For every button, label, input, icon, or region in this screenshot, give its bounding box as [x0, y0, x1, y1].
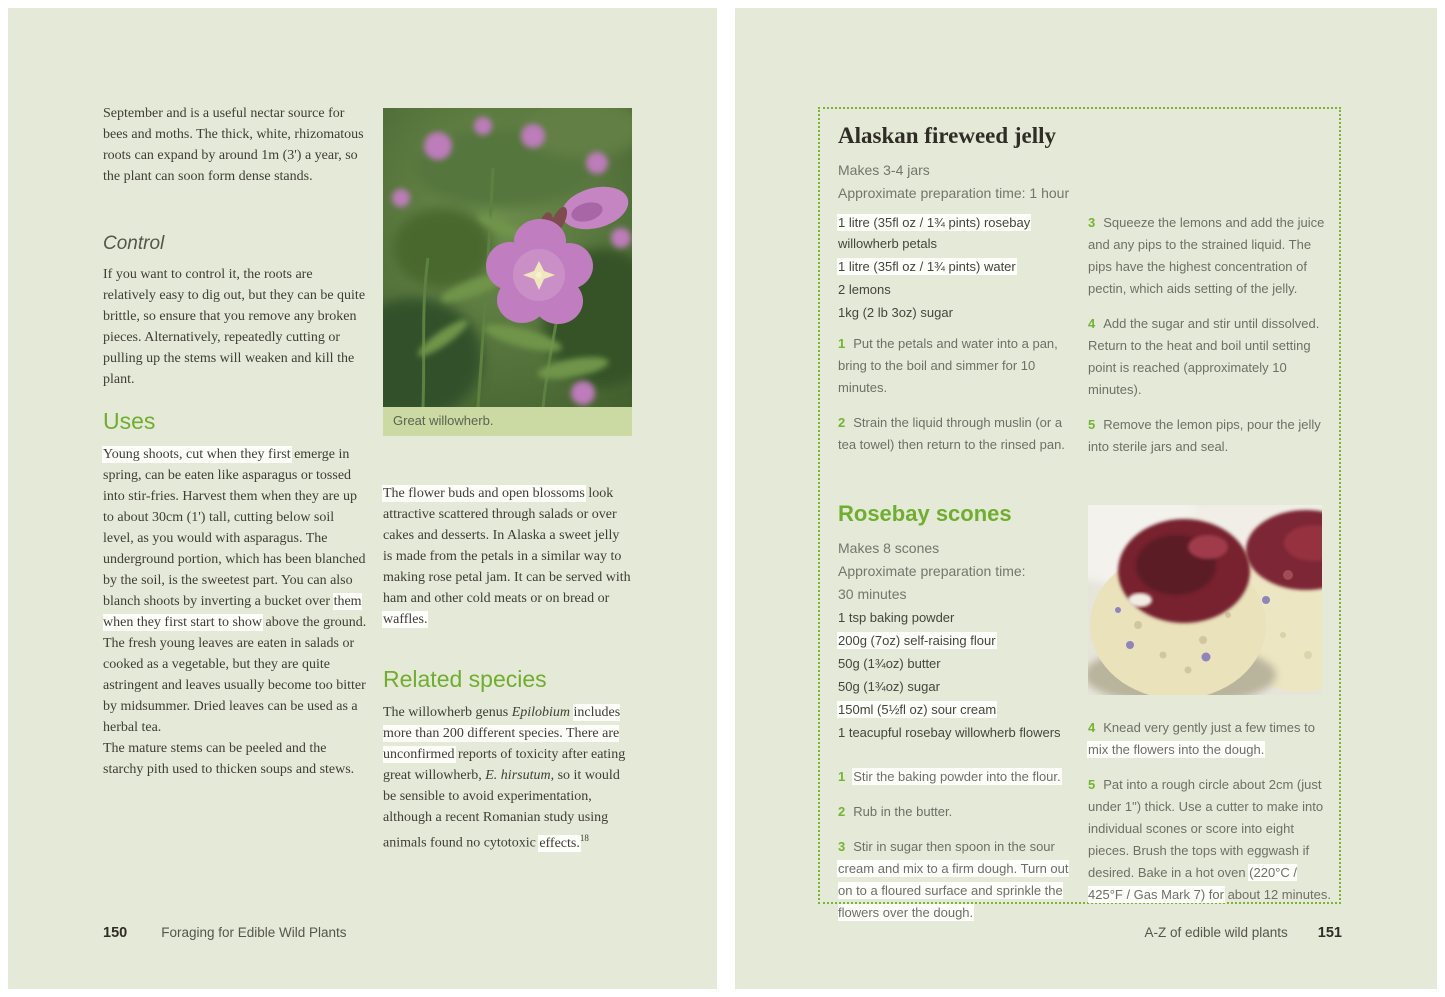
step-number: 4 [1088, 316, 1096, 331]
ingredient: 1 teacupful rosebay willowherb flowers [838, 725, 1061, 740]
ingredient: 1 litre (35fl oz / 1¾ pints) water [838, 259, 1016, 274]
step-number: 5 [1088, 777, 1096, 792]
ingredient: 50g (1¾oz) sugar [838, 679, 940, 694]
step-number: 5 [1088, 417, 1096, 432]
step-number: 3 [838, 839, 846, 854]
step-number: 1 [838, 336, 846, 351]
recipe1-prep-time: Approximate preparation time: 1 hour [838, 185, 1070, 201]
step-number: 4 [1088, 720, 1096, 735]
ingredient: 200g (7oz) self-raising flour [838, 633, 996, 648]
recipe-step: 3 Squeeze the lemons and add the juice and any pips to the strained liquid. The pips have the highest concentration of pectin, which aids setting of the jelly. [1088, 215, 1325, 296]
willowherb-photo-art [383, 108, 632, 407]
ingredient: 50g (1¾oz) butter [838, 656, 941, 671]
related-species-heading: Related species [383, 666, 547, 692]
recipe2-title: Rosebay scones [838, 501, 1012, 526]
ingredient: 150ml (5½fl oz) sour cream [838, 702, 997, 717]
recipe1-steps-right [1088, 212, 1334, 471]
left-footer [103, 925, 347, 941]
flower-uses-paragraph: The flower buds and open blossoms look attractive scattered through salads or over cakes and desserts. In Alaska a sweet jelly is made from the petals in a similar way to making rose petal jam. It can be served with ham and other cold meats or on bread or waffles. [383, 486, 631, 627]
uses-paragraph-2: The fresh young leaves are eaten in salads or cooked as a vegetable, but they are quite astringent and leaves usually become too bitter by midsummer. Dried leaves can be used as a herbal tea. [103, 636, 366, 735]
left-page [8, 8, 717, 989]
recipe-step: 2 Rub in the butter. [838, 804, 953, 819]
uses-paragraph-1: Young shoots, cut when they first emerge in spring, can be eaten like asparagus or tossed into stir-fries. Harvest them when they are up to about 30cm (1') tall, cutting below soil level, as you would with asparagus. The underground portion, which has been blanched by the soil, is the sweetest part. You can also blanch shoots by inverting a bucket over them when they first start to show above the ground. [103, 447, 367, 630]
uses-heading: Uses [103, 408, 156, 434]
step-number: 2 [838, 804, 846, 819]
intro-paragraph: September and is a useful nectar source for bees and moths. The thick, white, rhizomatous roots can expand by around 1m (3') a year, so the plant can soon form dense stands. [103, 106, 364, 184]
step-number: 3 [1088, 215, 1096, 230]
recipe1-steps-left [838, 333, 1076, 469]
scones-photo [1088, 505, 1322, 695]
willowherb-photo [383, 108, 632, 407]
control-heading: Control [103, 233, 165, 254]
recipe2-ingredients [838, 607, 1080, 745]
recipe1-title: Alaskan fireweed jelly [838, 123, 1057, 148]
step-number: 1 [838, 769, 846, 784]
recipe-step: 4 Knead very gently just a few times to mix the flowers into the dough. [1088, 720, 1315, 757]
scones-photo-art [1088, 505, 1322, 695]
recipe2-yield: Makes 8 scones [838, 540, 940, 556]
recipe-box [818, 107, 1341, 920]
right-page [735, 8, 1437, 989]
recipe-step: 5 Remove the lemon pips, pour the jelly into sterile jars and seal. [1088, 417, 1321, 454]
recipe2-prep-time: Approximate preparation time: 30 minutes [838, 563, 1026, 602]
photo-caption: Great willowherb. [383, 407, 632, 436]
ingredient: 2 lemons [838, 282, 891, 297]
recipe-step: 1 Put the petals and water into a pan, bring to the boil and simmer for 10 minutes. [838, 336, 1058, 395]
uses-paragraph-3: The mature stems can be peeled and the starchy pith used to thicken soups and stews. [103, 741, 355, 777]
recipe1-meta [838, 159, 1158, 205]
related-species-paragraph: The willowherb genus Epilobium includes more than 200 different species. There are unconfirmed reports of toxicity after eating great willowherb, E. hirsutum, so it would be sensible to avoid experimentation, although a recent Romanian study using animals found no cytotoxic effects.$^{18}$ [383, 705, 626, 851]
recipe2-meta [838, 537, 1038, 606]
book-title: Foraging for Edible Wild Plants [161, 925, 347, 940]
recipe-step: 4 Add the sugar and stir until dissolved. Return to the heat and boil until setting point is reached (approximately 10 minutes). [1088, 316, 1320, 397]
ingredient: 1 litre (35fl oz / 1¾ pints) rosebay willowherb petals [838, 215, 1031, 251]
recipe-step: 1 Stir the baking powder into the flour. [838, 769, 1061, 784]
recipe2-steps-right [1088, 717, 1334, 919]
section-title: A-Z of edible wild plants [1144, 925, 1288, 940]
ingredient: 1 tsp baking powder [838, 610, 955, 625]
recipe-step: 5 Pat into a rough circle about 2cm (just under 1") thick. Use a cutter to make into individual scones or score into eight pieces. Brush the tops with eggwash if desired. Bake in a hot oven (220°C / 425°F / Gas Mark 7) for about 12 minutes. [1088, 777, 1331, 902]
recipe2-steps-left [838, 766, 1076, 937]
recipe-step: 3 Stir in sugar then spoon in the sour cream and mix to a firm dough. Turn out on to a floured surface and sprinkle the flowers over the dough. [838, 839, 1069, 920]
step-number: 2 [838, 415, 846, 430]
control-paragraph: If you want to control it, the roots are relatively easy to dig out, but they can be quite brittle, so ensure that you remove any broken pieces. Alternatively, repeatedly cutting or pulling up the stems will weaken and kill the plant. [103, 267, 366, 387]
recipe1-yield: Makes 3-4 jars [838, 162, 930, 178]
right-page-number: 151 [1317, 925, 1342, 941]
ingredient: 1kg (2 lb 3oz) sugar [838, 305, 953, 320]
recipe-step: 2 Strain the liquid through muslin (or a tea towel) then return to the rinsed pan. [838, 415, 1065, 452]
recipe1-ingredients [838, 212, 1080, 325]
left-page-number: 150 [103, 925, 128, 941]
right-footer [818, 925, 1342, 941]
